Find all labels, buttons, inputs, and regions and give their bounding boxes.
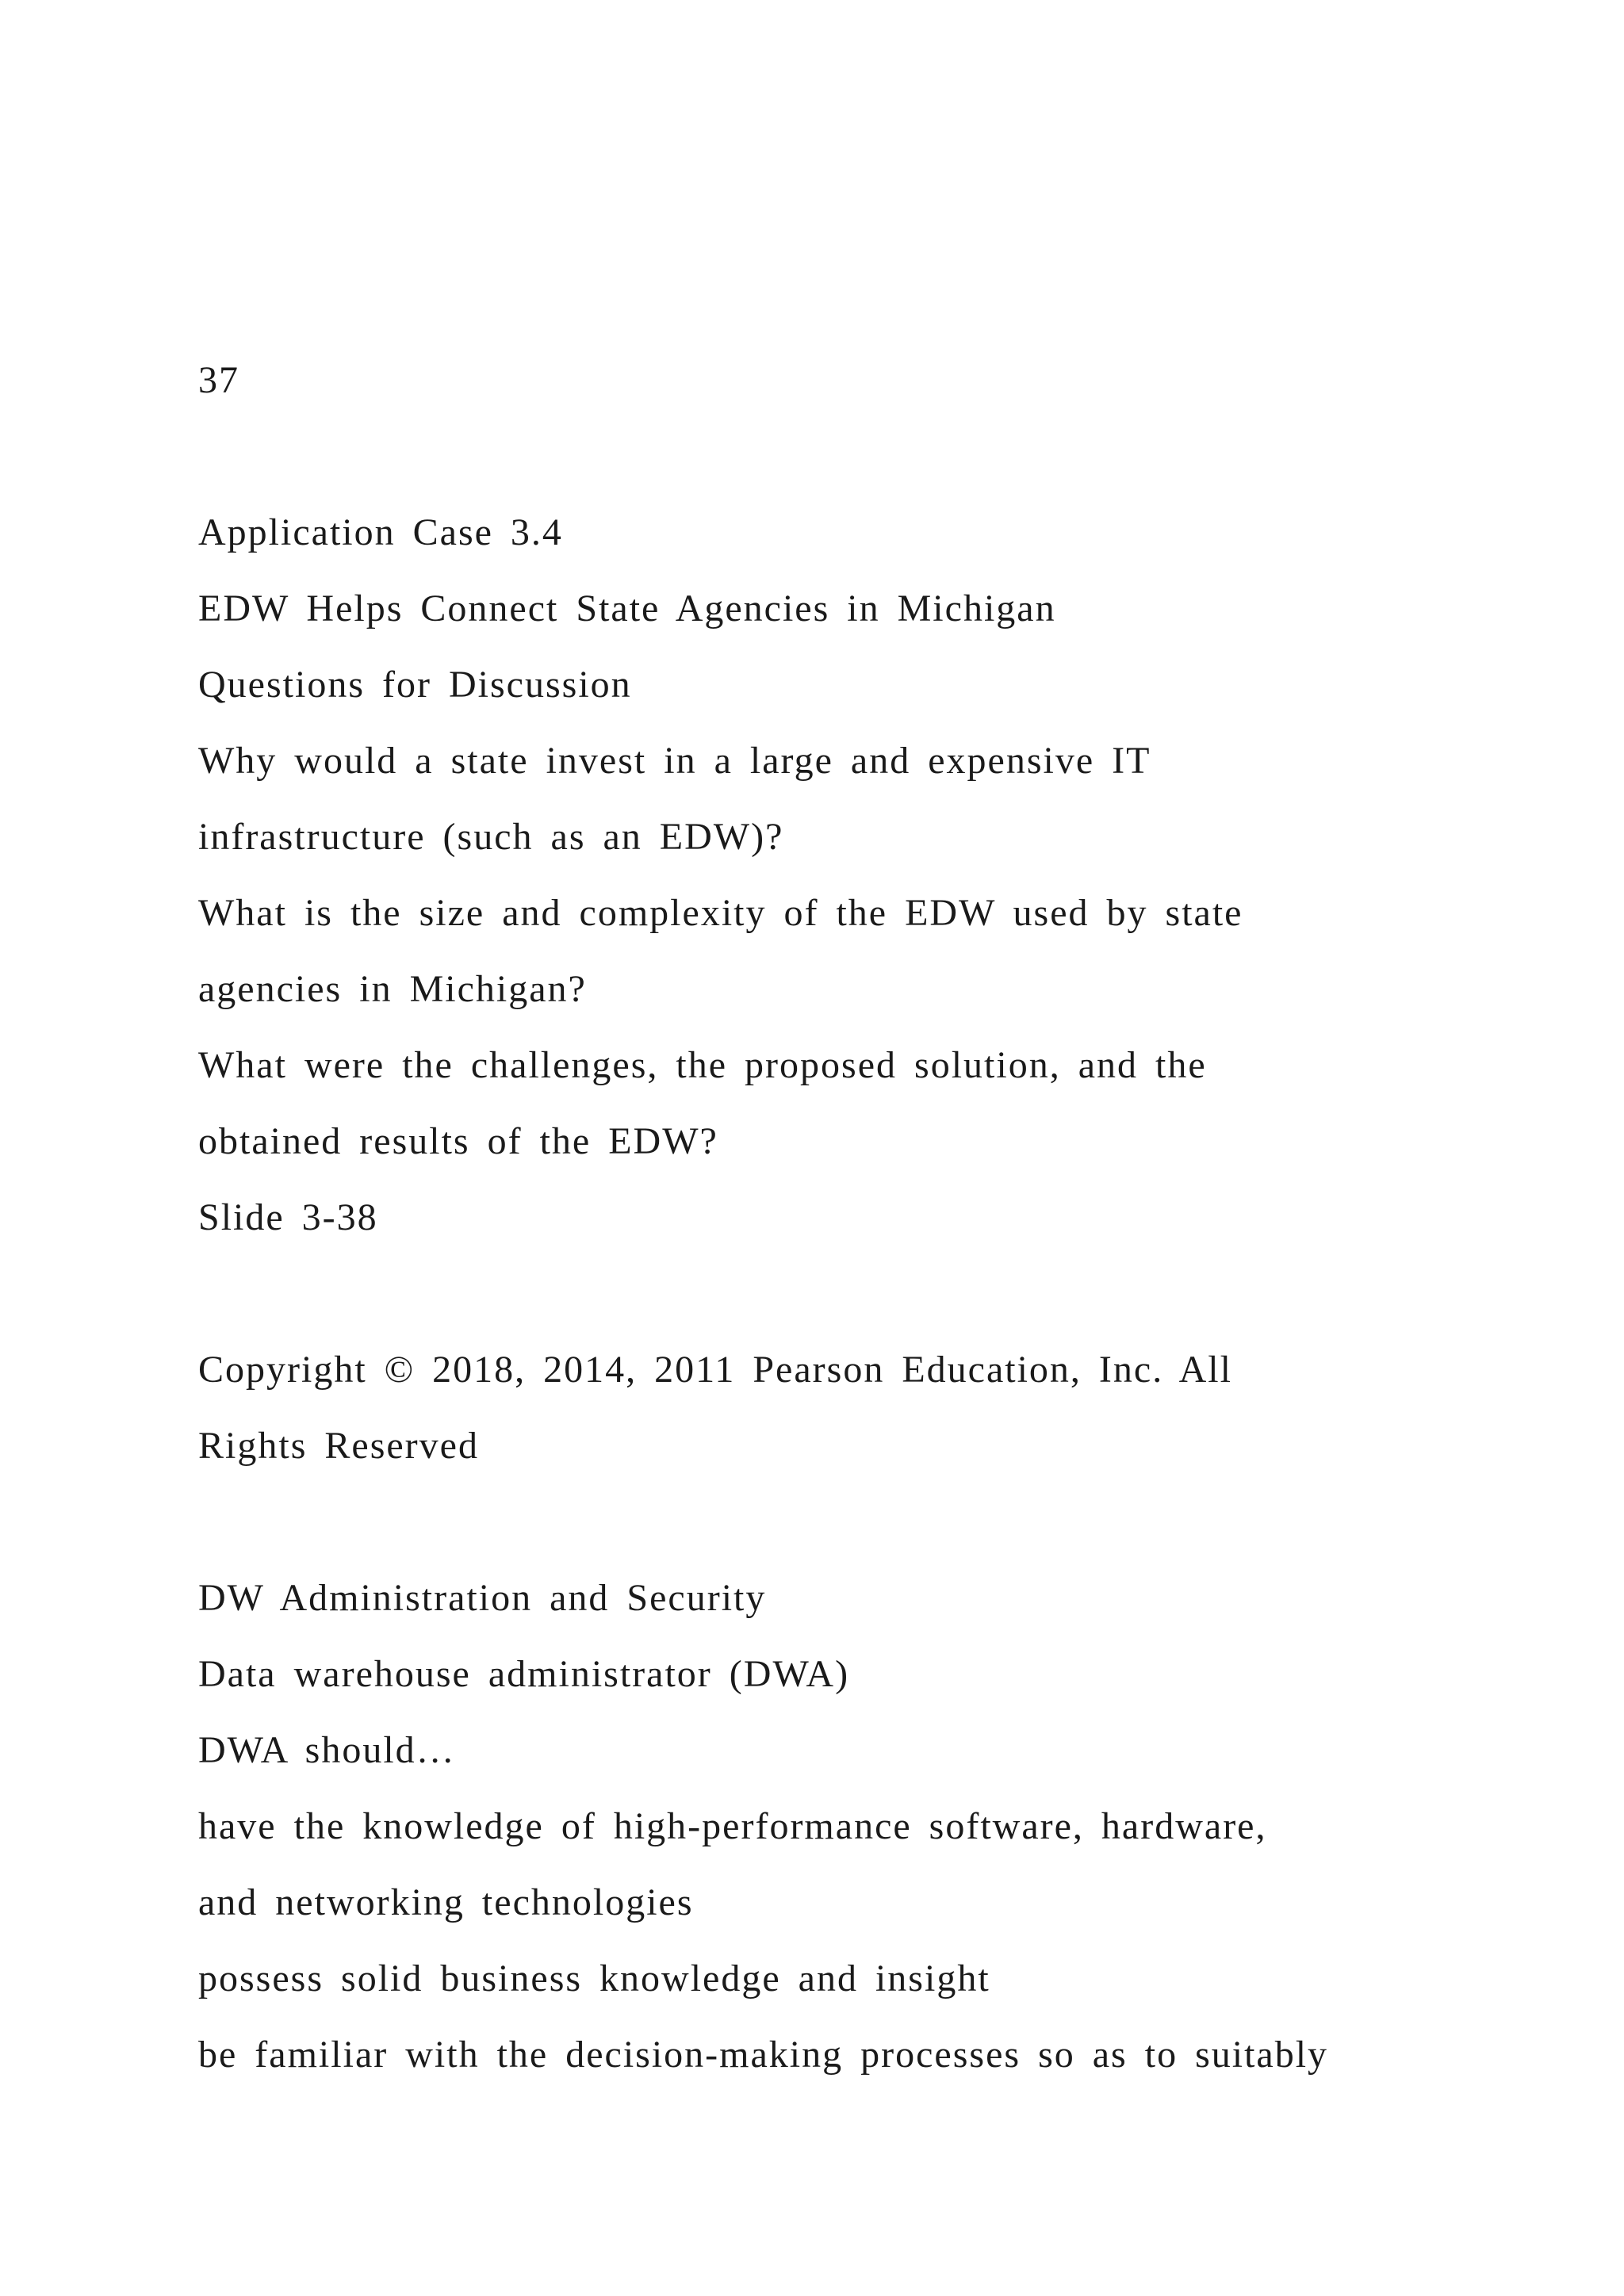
slide-number: Slide 3-38 <box>198 1196 378 1238</box>
page-number: 37 <box>198 359 239 401</box>
case-subtitle: EDW Helps Connect State Agencies in Michigan <box>198 587 1056 629</box>
copyright-line-2: Rights Reserved <box>198 1425 479 1467</box>
question-1-line-2: infrastructure (such as an EDW)? <box>198 816 784 858</box>
bullet-1-line-1: have the knowledge of high-performance software, hardware, <box>198 1805 1267 1847</box>
dwa-should: DWA should… <box>198 1729 456 1771</box>
question-3-line-1: What were the challenges, the proposed solution, and the <box>198 1044 1207 1086</box>
questions-heading: Questions for Discussion <box>198 664 632 706</box>
bullet-3-line-1: be familiar with the decision-making processes so as to suitably <box>198 2034 1329 2076</box>
question-2-line-1: What is the size and complexity of the EDW used by state <box>198 892 1243 934</box>
case-title: Application Case 3.4 <box>198 511 563 553</box>
bullet-2: possess solid business knowledge and insight <box>198 1957 990 1999</box>
question-1-line-1: Why would a state invest in a large and expensive IT <box>198 740 1151 782</box>
section-heading: DW Administration and Security <box>198 1577 767 1619</box>
dwa-definition: Data warehouse administrator (DWA) <box>198 1653 850 1695</box>
question-2-line-2: agencies in Michigan? <box>198 968 587 1010</box>
copyright-line-1: Copyright © 2018, 2014, 2011 Pearson Education, Inc. All <box>198 1349 1232 1391</box>
bullet-1-line-2: and networking technologies <box>198 1881 694 1923</box>
question-3-line-2: obtained results of the EDW? <box>198 1120 718 1162</box>
